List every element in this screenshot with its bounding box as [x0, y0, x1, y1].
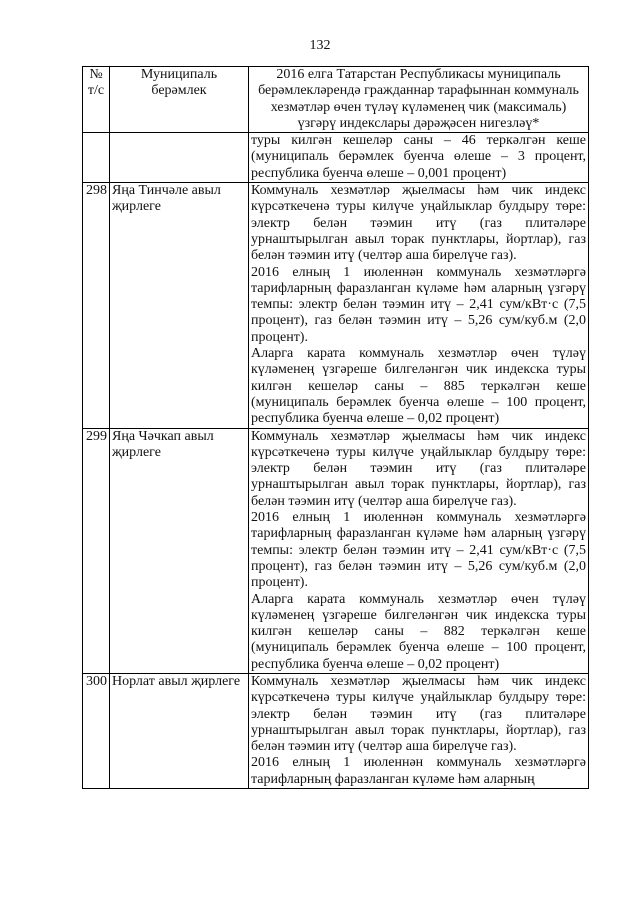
table-row	[83, 428, 589, 673]
row-paragraph: Коммуналь хезмәтләр җыелмасы һәм чик индекс күрсәткеченә туры килүче уңайлыклар булдыру төре: электр белән тәэмин итү (газ плитәләре урнаштырылган авыл торак пунктлары, йортлар), газ белән тәэмин итү (челтәр аша бирелүче газ).	[251, 673, 586, 755]
row-number: 299	[83, 428, 110, 673]
municipal-index-table	[82, 66, 589, 789]
header-text: 2016 елга Татарстан Республикасы муниципаль берәмлекләрендә гражданнар тарафыннан коммуналь хезмәтләр өчен түләү күләменең чик (максималь) үзгәрү индекслары дәрәҗәсен нигезләү*	[249, 67, 589, 133]
row-paragraph: Аларга карата коммуналь хезмәтләр өчен түләү күләменең үзгәреше билгеләнгән чик индекска туры килгән кешеләр саны – 882 теркәлгән кеше (муниципаль берәмлек буенча өлеше – 100 процент, республика буенча өлеше – 0,02 процент)	[251, 591, 586, 672]
header-num-line1: №	[89, 67, 103, 82]
row-text	[249, 183, 589, 428]
table-row	[83, 673, 589, 788]
row-paragraph: 2016 елның 1 июленнән коммуналь хезмәтләргә тарифларның фаразланган күләме һәм аларның үзгәрү темпы: электр белән тәэмин итү – 2,41 сум/кВт·с (7,5 процент), газ белән тәэмин итү – 5,26 сум/куб.м (2,0 процент).	[251, 510, 586, 591]
continuation-municipality-cell	[110, 133, 249, 183]
continuation-text-cell	[249, 133, 589, 183]
row-paragraph: 2016 елның 1 июленнән коммуналь хезмәтләргә тарифларның фаразланган күләме һәм аларның	[251, 755, 586, 787]
row-paragraph: Аларга карата коммуналь хезмәтләр өчен түләү күләменең үзгәреше билгеләнгән чик индекска туры килгән кешеләр саны – 885 теркәлгән кеше (муниципаль берәмлек буенча өлеше – 100 процент, республика буенча өлеше – 0,02 процент)	[251, 346, 586, 427]
header-num-line2: т/с	[87, 83, 105, 99]
row-text	[249, 428, 589, 673]
row-paragraph: Коммуналь хезмәтләр җыелмасы һәм чик индекс күрсәткеченә туры килүче уңайлыклар булдыру төре: электр белән тәэмин итү (газ плитәләре урнаштырылган авыл торак пунктлары, йортлар), газ белән тәэмин итү (челтәр аша бирелүче газ).	[251, 183, 586, 264]
continuation-num-cell	[83, 133, 110, 183]
row-number: 298	[83, 183, 110, 428]
header-num	[83, 67, 110, 133]
page-number: 132	[309, 38, 331, 53]
row-municipality: Яңа Тинчәле авыл җирлеге	[110, 183, 249, 428]
table-row-continuation	[83, 133, 589, 183]
table-header-row	[83, 67, 589, 133]
row-number: 300	[83, 673, 110, 788]
row-municipality: Яңа Чәчкап авыл җирлеге	[110, 428, 249, 673]
table-row	[83, 183, 589, 428]
row-paragraph: Коммуналь хезмәтләр җыелмасы һәм чик индекс күрсәткеченә туры килүче уңайлыклар булдыру төре: электр белән тәэмин итү (газ плитәләре урнаштырылган авыл торак пунктлары, йортлар), газ белән тәэмин итү (челтәр аша бирелүче газ).	[251, 428, 586, 509]
row-paragraph: 2016 елның 1 июленнән коммуналь хезмәтләргә тарифларның фаразланган күләме һәм аларның үзгәрү темпы: электр белән тәэмин итү – 2,41 сум/кВт·с (7,5 процент), газ белән тәэмин итү – 5,26 сум/куб.м (2,0 процент).	[251, 264, 586, 345]
continuation-paragraph: туры килгән кешеләр саны – 46 теркәлгән кеше (муниципаль берәмлек буенча өлеше – 3 процент, республика буенча өлеше – 0,001 процент)	[251, 133, 586, 181]
row-municipality: Норлат авыл җирлеге	[110, 673, 249, 788]
header-municipality: Муниципаль берәмлек	[110, 67, 249, 133]
row-text	[249, 673, 589, 788]
